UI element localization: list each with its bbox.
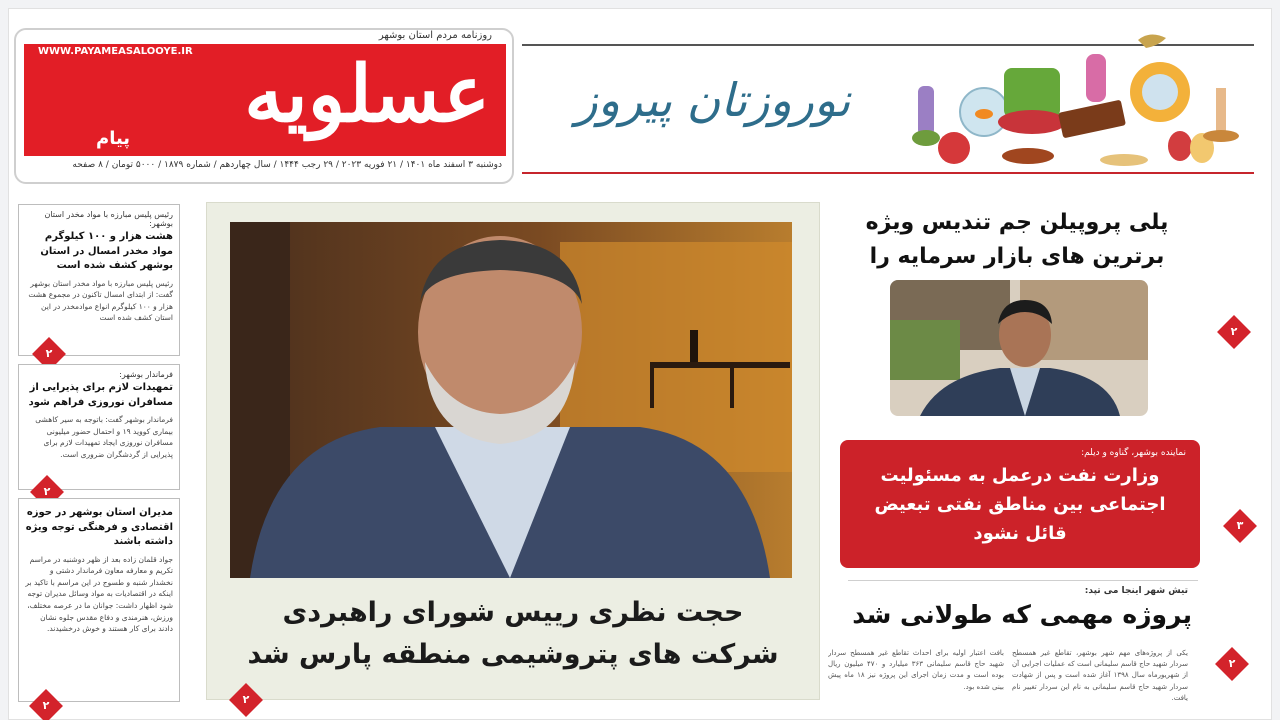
page-number: ۲ — [42, 699, 50, 712]
masthead-logo: عسلویه — [244, 49, 490, 140]
news-headline[interactable]: مدیران استان بوشهر در حوزه اقتصادی و فرهنگی توجه ویژه داشته باشند — [25, 507, 173, 547]
news-headline[interactable]: هشت هزار و ۱۰۰ کیلوگرم مواد مخدر امسال در استان بوشهر کشف شده است — [40, 231, 173, 271]
news-body: رئیس پلیس مبارزه با مواد مخدر استان بوشهر گفت: از ابتدای امسال تاکنون در مجموع هشت هزار و ۱۰۰ کیلوگرم انواع موادمخدر در این استان کشف شده است — [28, 278, 173, 323]
right-story-3-headline[interactable]: پروژه مهمی که طولانی شد — [852, 600, 1192, 629]
haftsin-illustration — [910, 26, 1250, 172]
masthead-tagline: روزنامه مردم استان بوشهر — [378, 30, 492, 41]
right-story-2-kicker: نماینده بوشهر، گناوه و دیلم: — [1081, 448, 1186, 458]
masthead — [14, 28, 514, 184]
nowruz-greeting: نوروزتان پیروز — [575, 73, 851, 127]
page-number: ۲ — [45, 347, 53, 360]
left-news-item[interactable] — [18, 364, 180, 490]
page-number: ۲ — [1228, 657, 1236, 670]
news-kicker: رئیس پلیس مبارزه با مواد مخدر استان بوشهر: — [44, 210, 173, 228]
main-headline-line-2: شرکت های پتروشیمی منطقه پارس شد — [247, 638, 779, 670]
right-story-3-body-col-2: بافت اعتبار اولیه برای احداث تقاطع غیر همسطح سردار شهید حاج قاسم سلیمانی ۳۶۳ میلیارد و ۴۷۰ میلیون ریال بوده است و مدت زمان اجرای این پروژه نیز ۱۸ ماه پیش بینی شده بود. — [828, 649, 1004, 691]
masthead-logo-block — [24, 44, 506, 156]
main-story-headline[interactable] — [210, 592, 816, 676]
news-body: جواد قلمان زاده بعد از ظهر دوشنبه در مراسم تکریم و معارفه معاون فرماندار دشتی و نخشدار شنبه و طسوج در این مراسم با تاکید بر اینکه در اقتصادیات به مواد وسائل مدیران توجه شود اظهار داشت: جوانان ما در عرصه مختلف، ورزش، هنرمندی و دفاع مقدس جلوه نشان دادند برای کار هستند و خوش درخشیدند. — [25, 554, 173, 634]
right-story-2-box[interactable] — [840, 440, 1200, 568]
right-story-1-photo[interactable] — [890, 280, 1148, 416]
page-number: ۲ — [1230, 325, 1238, 338]
right-story-3-kicker: تیش شهر اینجا می تپد: — [1084, 586, 1188, 596]
right-column-divider — [848, 580, 1198, 581]
right-story-1-line-2: برترین های بازار سرمایه را — [869, 244, 1165, 270]
left-news-item[interactable] — [18, 204, 180, 356]
right-story-1-line-1: پلی پروپیلن جم تندیس ویژه — [865, 210, 1169, 235]
main-story-photo[interactable] — [230, 222, 792, 578]
page-number: ۳ — [1236, 519, 1244, 532]
news-body: فرماندار بوشهر گفت: باتوجه به سیر کاهشی بیماری کووید ۱۹ و احتمال حضور میلیونی مسافران نوروزی ایجاد تمهیدات لازم برای پذیرایی از گردشگران ضروری است. — [35, 415, 173, 459]
news-kicker: فرماندار بوشهر: — [119, 370, 173, 379]
right-story-2-line-1: وزارت نفت درعمل به مسئولیت — [880, 465, 1160, 486]
right-story-2-line-2: اجتماعی بین مناطق نفتی تبعیض — [874, 493, 1166, 515]
right-story-2-headline — [854, 462, 1186, 548]
masthead-logo-sub: پیام — [96, 128, 131, 149]
issue-meta: دوشنبه ۳ اسفند ماه ۱۴۰۱ / ۲۱ فوریه ۲۰۲۳ / ۲۹ رجب ۱۴۴۴ / سال چهاردهم / شماره ۱۸۷۹ / ۵۰۰۰ تومان / ۸ صفحه — [72, 160, 502, 170]
main-headline-line-1: حجت نظری رییس شورای راهبردی — [282, 597, 744, 628]
page-number: ۲ — [242, 693, 250, 706]
news-headline[interactable]: تمهیدات لازم برای پذیرایی از مسافران نوروزی فراهم شود — [28, 382, 173, 408]
page-number: ۲ — [43, 485, 51, 498]
masthead-website[interactable]: WWW.PAYAMEASALOOYE.IR — [38, 46, 193, 57]
right-story-2-line-3: قائل نشود — [973, 522, 1067, 544]
banner-rule-bottom — [522, 172, 1254, 174]
left-news-item[interactable] — [18, 498, 180, 702]
right-story-3-body-col-1: یکی از پروژه‌های مهم شهر بوشهر، تقاطع غیر همسطح سردار شهید حاج قاسم سلیمانی است که عملیات اجرایی آن از شهریورماه سال ۱۳۹۸ آغاز شده است و پس از شهادت سردار شهید حاج قاسم سلیمانی به نام این سردار تغییر نام یافت. — [1012, 649, 1188, 702]
